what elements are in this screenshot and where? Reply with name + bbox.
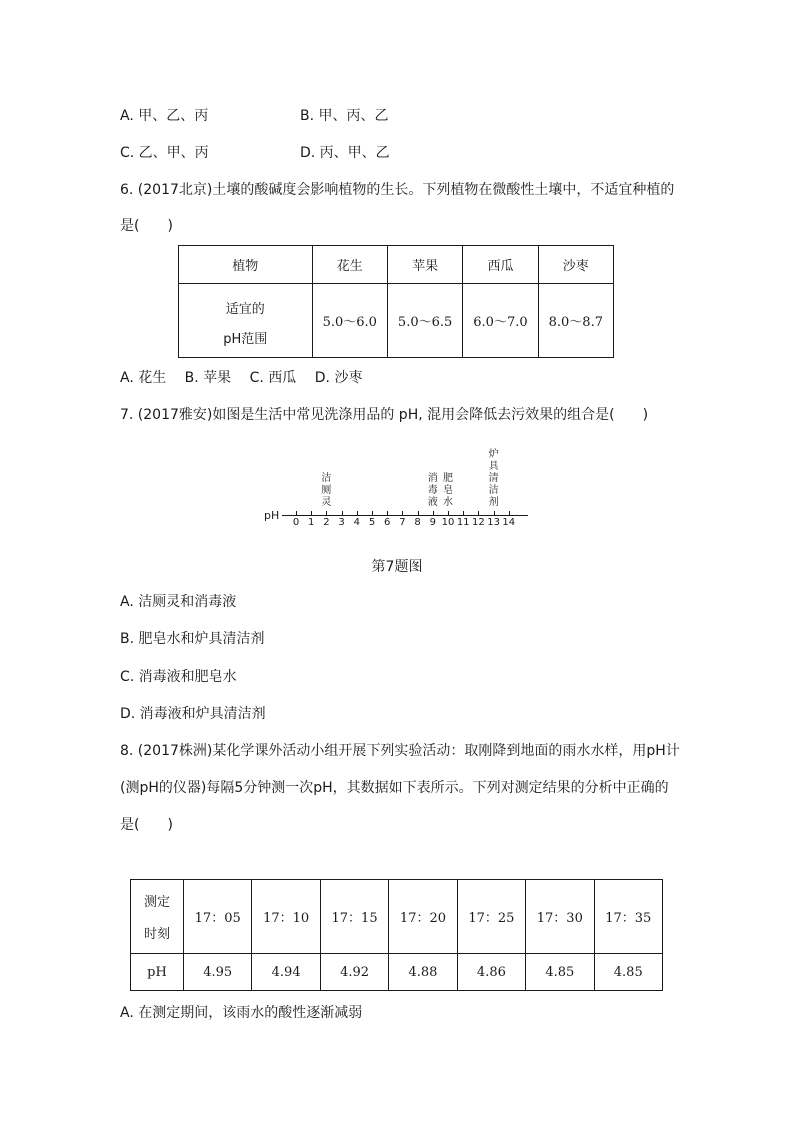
ph-product-char: 毒 [427, 485, 438, 496]
ph-axis-line [282, 515, 528, 516]
q8-ph-cell: 4.88 [389, 954, 457, 991]
q8-time-label [131, 880, 184, 954]
ph-tick-label: 14 [502, 517, 516, 528]
ph-tick-label: 4 [353, 517, 360, 528]
q8-time-label-line1: 测定 [143, 894, 170, 910]
ph-product-char: 炉 [488, 449, 499, 460]
ph-product-char: 消 [427, 473, 438, 484]
q6-stem-line2: 是( ) [120, 218, 173, 234]
ph-product-char: 具 [488, 461, 499, 472]
q6-value-oleaster: 8.0～8.7 [538, 284, 613, 358]
q8-time-cell: 17：25 [457, 880, 525, 954]
q6-stem-line1: 6. (2017北京)土壤的酸碱度会影响植物的生长。下列植物在微酸性土壤中，不适宜种植的 [120, 182, 675, 198]
q5-option-a: A. 甲、乙、丙 [120, 108, 209, 124]
q8-ph-label: pH [131, 954, 184, 991]
ph-tick-label: 7 [399, 517, 406, 528]
q8-ph-cell: 4.85 [594, 954, 662, 991]
q5-option-d: D. 丙、甲、乙 [300, 145, 390, 161]
ph-tick-label: 8 [414, 517, 421, 528]
ph-tick-label: 10 [441, 517, 455, 528]
q8-time-cell: 17：35 [594, 880, 662, 954]
ph-tick-label: 11 [456, 517, 470, 528]
q8-ph-cell: 4.95 [184, 954, 252, 991]
ph-tick-mark [296, 511, 297, 515]
ph-product-char: 厕 [321, 485, 332, 496]
q6-header-plant: 植物 [179, 246, 313, 284]
q7-ph-scale-figure [264, 445, 534, 530]
q6-row-label-line2: pH范围 [223, 331, 268, 347]
ph-tick-label: 9 [429, 517, 436, 528]
q6-value-apple: 5.0～6.5 [387, 284, 462, 358]
q6-value-watermelon: 6.0～7.0 [463, 284, 538, 358]
q7-option-a: A. 洁厕灵和消毒液 [120, 594, 237, 610]
q8-time-cell: 17：05 [184, 880, 252, 954]
q8-time-cell: 17：30 [526, 880, 594, 954]
ph-product-label [320, 473, 332, 509]
q6-row-label-line1: 适宜的 [225, 301, 265, 317]
q5-option-b: B. 甲、丙、乙 [300, 108, 389, 124]
q5-option-c: C. 乙、甲、丙 [120, 145, 209, 161]
ph-tick-label: 5 [368, 517, 376, 528]
q8-time-label-line2: 时刻 [143, 926, 170, 942]
ph-tick-mark [448, 511, 449, 515]
ph-tick-mark [342, 511, 343, 515]
q8-time-cell: 17：20 [389, 880, 457, 954]
ph-product-char: 清 [488, 473, 499, 484]
q8-ph-cell: 4.94 [252, 954, 320, 991]
q8-ph-cell: 4.85 [526, 954, 594, 991]
q7-caption: 第7题图 [371, 559, 423, 575]
q8-stem-line2: (测pH的仪器)每隔5分钟测一次pH，其数据如下表所示。下列对测定结果的分析中正确的 [120, 780, 669, 796]
q6-value-peanut: 5.0～6.0 [312, 284, 387, 358]
q8-stem-line3: 是( ) [120, 817, 173, 833]
q8-stem-line1: 8. (2017株洲)某化学课外活动小组开展下列实验活动：取刚降到地面的雨水水样，用pH计 [120, 743, 680, 759]
q7-option-d: D. 消毒液和炉具清洁剂 [120, 706, 266, 722]
ph-product-label [442, 473, 454, 509]
ph-axis-label: pH [264, 509, 280, 522]
ph-tick-mark [311, 511, 312, 515]
ph-tick-label: 13 [487, 517, 500, 528]
ph-tick-mark [494, 511, 495, 515]
q6-header-watermelon: 西瓜 [463, 246, 538, 284]
ph-tick-mark [357, 511, 358, 515]
ph-tick-label: 1 [308, 517, 315, 528]
ph-product-char: 液 [427, 497, 438, 508]
ph-tick-label: 3 [338, 517, 345, 528]
ph-product-char: 皂 [443, 485, 453, 496]
q8-ph-cell: 4.86 [457, 954, 525, 991]
q7-option-b: B. 肥皂水和炉具清洁剂 [120, 631, 265, 647]
ph-product-label [488, 449, 500, 509]
ph-tick-label: 6 [384, 517, 391, 528]
q6-header-peanut: 花生 [312, 246, 387, 284]
ph-product-char: 洁 [321, 473, 332, 484]
ph-tick-label: 12 [472, 517, 485, 528]
ph-product-char: 水 [443, 497, 453, 508]
q8-time-cell: 17：10 [252, 880, 320, 954]
ph-tick-mark [433, 511, 434, 515]
q6-header-apple: 苹果 [387, 246, 462, 284]
q6-ph-table [178, 245, 614, 358]
ph-tick-mark [463, 511, 464, 515]
ph-tick-mark [478, 511, 479, 515]
q7-stem: 7. (2017雅安)如图是生活中常见洗涤用品的 pH, 混用会降低去污效果的组合是( ) [120, 407, 649, 423]
ph-product-char: 剂 [488, 497, 499, 508]
q8-time-cell: 17：15 [320, 880, 388, 954]
ph-tick-mark [418, 511, 419, 515]
q7-option-c: C. 消毒液和肥皂水 [120, 669, 237, 685]
ph-tick-mark [372, 511, 373, 515]
ph-tick-label: 2 [323, 517, 330, 528]
ph-tick-mark [387, 511, 388, 515]
q8-ph-table [130, 879, 663, 991]
q6-row-label [179, 284, 313, 358]
q8-ph-cell: 4.92 [320, 954, 388, 991]
ph-product-char: 洁 [488, 485, 499, 496]
ph-tick-mark [402, 511, 403, 515]
ph-tick-mark [326, 511, 327, 515]
ph-tick-label: 0 [292, 517, 300, 528]
q6-header-oleaster: 沙枣 [538, 246, 613, 284]
ph-tick-mark [509, 511, 510, 515]
ph-product-label [427, 473, 439, 509]
ph-product-char: 肥 [443, 473, 453, 484]
ph-scale [264, 445, 534, 530]
ph-product-char: 灵 [321, 497, 332, 508]
q8-option-a: A. 在测定期间，该雨水的酸性逐渐减弱 [120, 1005, 363, 1021]
q6-options: A. 花生 B. 苹果 C. 西瓜 D. 沙枣 [120, 370, 363, 386]
